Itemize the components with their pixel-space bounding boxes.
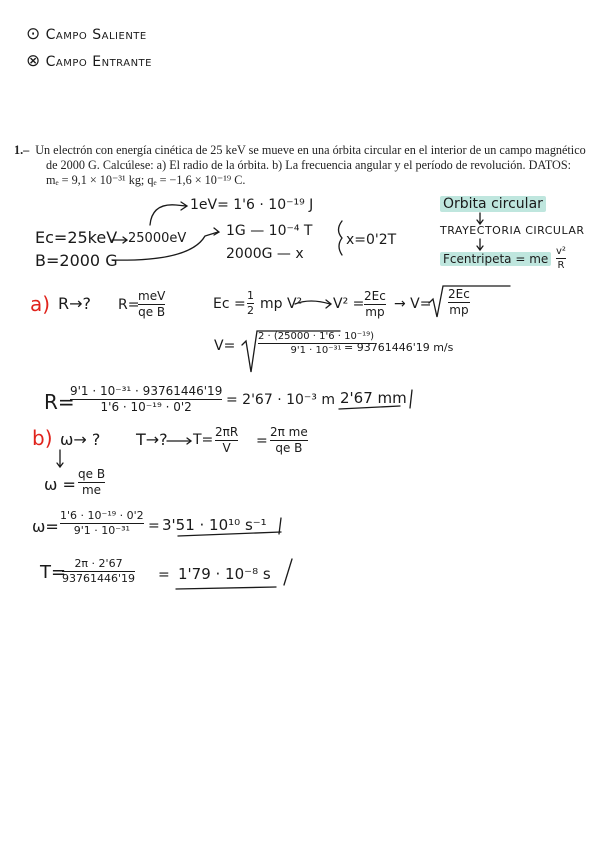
v-den: mp (449, 303, 469, 318)
t2eq-num: 2π me (270, 425, 308, 439)
b-value: B=2000 G (35, 251, 118, 270)
r2-num: 9'1 · 10⁻³¹ · 93761446'19 (70, 384, 223, 398)
period-calc-fraction (62, 558, 135, 585)
w2-lhs-text: ω= (32, 517, 59, 536)
w2-num: 1'6 · 10⁻¹⁹ · 0'2 (60, 509, 144, 522)
radius-final (340, 389, 407, 407)
v2-lhs-text: V² = (333, 296, 365, 312)
part-b-question-period (136, 430, 168, 449)
v2-den: mp (365, 305, 385, 320)
w2-den: 9'1 · 10⁻³¹ (73, 524, 130, 538)
vcalc-den: 9'1 · 10⁻³¹ (290, 345, 342, 356)
r-lhs: R= (118, 297, 140, 313)
given-b (35, 251, 118, 270)
trajectory-note (440, 224, 585, 237)
r2-den: 1'6 · 10⁻¹⁹ · 0'2 (100, 400, 192, 415)
ev-joule-value: 1eV= 1'6 · 10⁻¹⁹ J (190, 197, 314, 213)
legend-in-label: Campo Entrante (45, 54, 152, 70)
problem-text: Un electrón con energía cinética de 25 keV se mueve en una órbita circular en el interior de un campo magnético de 2000 G. Calcúlese: a) El radio de la órbita. b) La frecuencia angular y el período de revolución. DATOS: mₑ = 9,1 × 10⁻³¹ kg; qₑ = −1,6 × 10⁻¹⁹ C. (35, 143, 586, 187)
t2-den: 93761446'19 (62, 572, 136, 586)
part-b-label (32, 426, 53, 450)
omega-calc-fraction (60, 510, 144, 537)
period-formula-lhs (193, 432, 213, 448)
radius-calc-fraction (70, 385, 222, 414)
ec-value: Ec=25keV (35, 228, 118, 247)
field-out-icon: ⊙ (26, 24, 41, 44)
v-calc-result (344, 341, 453, 354)
ek-den: 2 (247, 304, 254, 318)
centripetal-fraction (556, 246, 566, 271)
v2-fraction (364, 290, 386, 319)
ec-ev-value: 25000eV (128, 231, 187, 246)
r2-result-text: = 2'67 · 10⁻³ m (226, 392, 336, 408)
v-calc-lhs (214, 338, 235, 354)
vcalc-lhs-text: V= (214, 338, 236, 354)
kinetic-half (247, 290, 254, 317)
vcalc-result-text: = 93761446'19 m/s (344, 341, 454, 354)
t-num: 2πR (215, 425, 239, 439)
w2-result-text: 3'51 · 10¹⁰ s⁻¹ (162, 516, 267, 534)
part-a-question (58, 294, 91, 313)
radius-formula (138, 290, 165, 319)
ec-conversion (128, 231, 186, 246)
omega-formula (78, 468, 105, 497)
centripetal-label: Fcentripeta = me (440, 252, 551, 266)
gauss-rule-1 (226, 223, 312, 239)
t2-lhs-text: T= (40, 562, 67, 583)
radius-calc-result (226, 392, 335, 408)
omega-result (162, 516, 267, 534)
ev-equivalence (190, 197, 313, 213)
t2-num: 2π · 2'67 (74, 557, 123, 570)
b-tesla (346, 232, 396, 248)
a-question-text: R→? (58, 294, 92, 313)
w-num: qe B (78, 467, 106, 481)
orbit-note (440, 196, 546, 212)
v2-lhs (333, 296, 364, 312)
fc-den: R (557, 260, 565, 271)
kinetic-energy-rhs (260, 296, 302, 312)
t-den: V (222, 441, 231, 456)
b-q2-text: T→? (136, 430, 168, 449)
v-root-fraction (448, 288, 470, 317)
legend-out-label: Campo Saliente (45, 27, 147, 43)
omega-calc-lhs (32, 517, 59, 536)
omega-calc-eq: = (148, 518, 160, 534)
radius-formula-lhs (118, 297, 139, 313)
gauss-x: 2000G — x (226, 246, 304, 262)
ek-rhs: mp V² (260, 296, 303, 312)
trajectory-label: TRAYECTORIA CIRCULAR (440, 224, 585, 237)
t-lhs-text: T= (193, 432, 214, 448)
a-label-text: a) (30, 292, 51, 316)
kinetic-energy-lhs (213, 296, 246, 312)
x-value: x=0'2T (346, 232, 397, 248)
vcalc-num: 2 · (25000 · 1'6 · 10⁻¹⁹) (258, 331, 375, 342)
fc-num: v² (556, 246, 566, 257)
field-in-icon: ⊗ (26, 51, 41, 71)
r2-final-text: 2'67 mm (340, 389, 407, 407)
r2-lhs-text: R= (44, 390, 75, 414)
ek-num: 1 (247, 289, 254, 302)
problem-number: 1.– (14, 143, 30, 157)
period-result (178, 565, 271, 583)
ek-lhs: Ec = (213, 296, 246, 312)
period-eq2: = (256, 433, 268, 449)
gauss-tesla-ratio: 1G — 10⁻⁴ T (226, 223, 313, 239)
r-num: meV (138, 289, 166, 303)
v-lhs (394, 296, 432, 312)
t2-result-text: 1'79 · 10⁻⁸ s (178, 565, 271, 583)
b-label-text: b) (32, 426, 53, 450)
b-q1-text: ω→ ? (60, 430, 101, 449)
v-lhs-text: → V= (394, 296, 432, 312)
given-ec (35, 228, 117, 247)
orbit-label: Orbita circular (440, 196, 546, 212)
v2-num: 2Ec (364, 289, 386, 303)
w-lhs-text: ω = (44, 475, 76, 494)
t2eq-den: qe B (275, 441, 303, 456)
w-den: me (81, 483, 102, 498)
omega-formula-lhs (44, 475, 76, 494)
period-calc-eq: = (158, 567, 170, 583)
r-den: qe B (138, 305, 166, 320)
period-formula-2 (270, 426, 308, 455)
part-a-label (30, 292, 50, 316)
period-formula (215, 426, 238, 455)
part-b-question-omega (60, 430, 100, 449)
gauss-rule-2 (226, 246, 304, 262)
centripetal-note (440, 252, 551, 266)
v-num: 2Ec (448, 287, 470, 301)
